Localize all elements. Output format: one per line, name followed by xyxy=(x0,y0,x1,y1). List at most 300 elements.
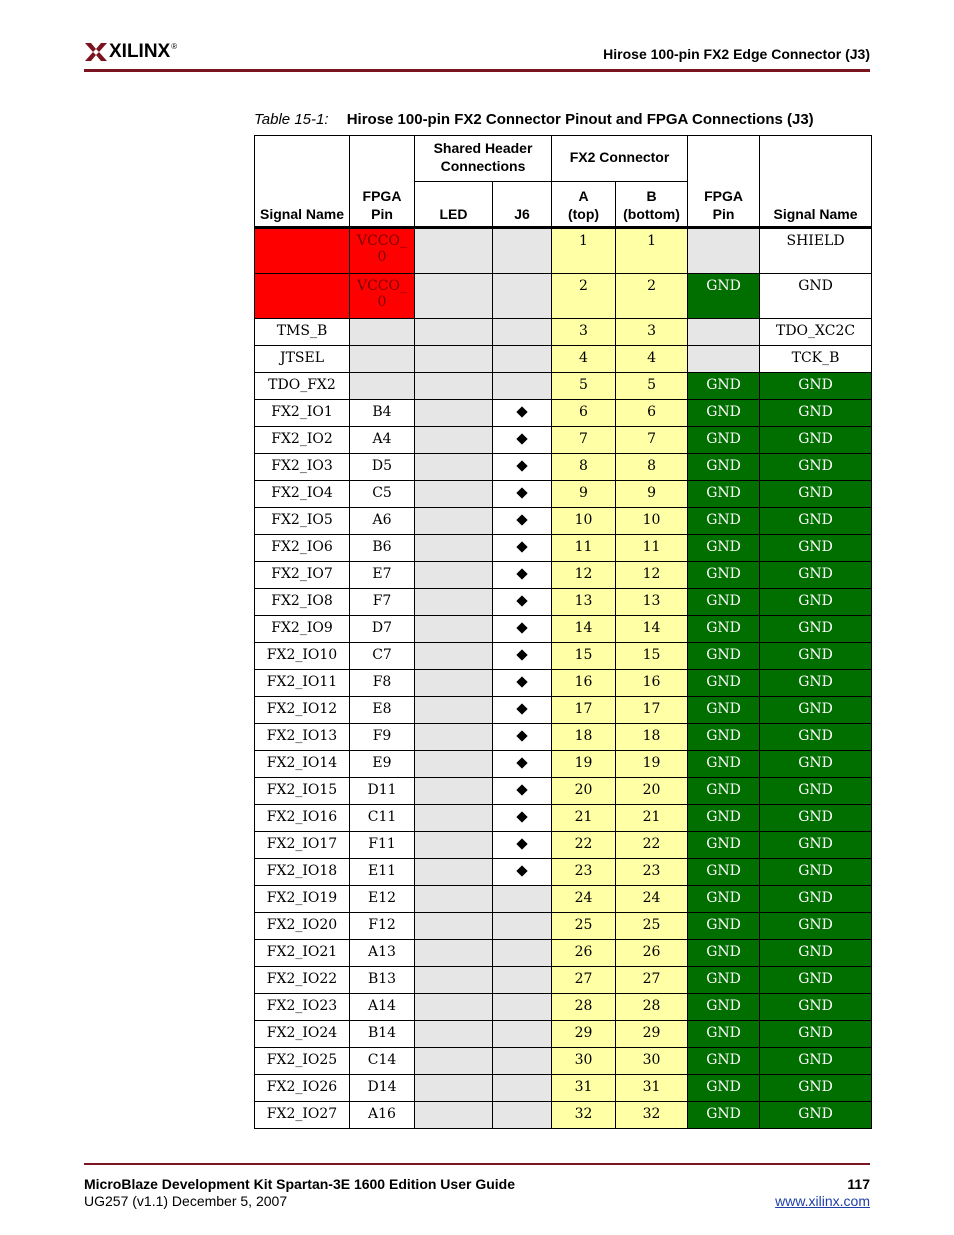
fpga-pin-cell xyxy=(350,346,415,373)
led-cell xyxy=(415,481,493,508)
fx2-a-cell: 29 xyxy=(552,1021,616,1048)
diamond-icon xyxy=(516,757,527,768)
diamond-icon xyxy=(516,541,527,552)
signal-name-right-cell: GND xyxy=(760,373,872,400)
fpga-pin-right-cell: GND xyxy=(688,940,760,967)
fpga-pin-cell: D14 xyxy=(350,1075,415,1102)
signal-name-cell: FX2_IO24 xyxy=(255,1021,350,1048)
signal-name-cell: FX2_IO20 xyxy=(255,913,350,940)
j6-cell xyxy=(493,697,552,724)
signal-name-cell: FX2_IO23 xyxy=(255,994,350,1021)
fpga-pin-cell: VCCO_ 0 xyxy=(350,274,415,319)
led-cell xyxy=(415,751,493,778)
diamond-icon xyxy=(516,622,527,633)
fx2-b-cell: 10 xyxy=(616,508,688,535)
fx2-b-cell: 12 xyxy=(616,562,688,589)
signal-name-right-cell: GND xyxy=(760,913,872,940)
led-cell xyxy=(415,1102,493,1129)
table-row xyxy=(255,535,872,562)
fpga-pin-right-cell: GND xyxy=(688,643,760,670)
fx2-b-cell: 5 xyxy=(616,373,688,400)
fx2-a-cell: 27 xyxy=(552,967,616,994)
fx2-a-cell: 15 xyxy=(552,643,616,670)
j6-cell xyxy=(493,562,552,589)
fx2-a-cell: 14 xyxy=(552,616,616,643)
xilinx-website-link[interactable]: www.xilinx.com xyxy=(775,1193,870,1209)
fx2-a-cell: 24 xyxy=(552,886,616,913)
fpga-pin-cell: E8 xyxy=(350,697,415,724)
fx2-a-cell: 3 xyxy=(552,319,616,346)
table-row xyxy=(255,508,872,535)
table-row xyxy=(255,805,872,832)
footer-doc-id: UG257 (v1.1) December 5, 2007 xyxy=(84,1193,288,1209)
fx2-a-cell: 23 xyxy=(552,859,616,886)
signal-name-cell: FX2_IO27 xyxy=(255,1102,350,1129)
signal-name-right-cell: GND xyxy=(760,805,872,832)
fx2-a-cell: 6 xyxy=(552,400,616,427)
diamond-icon xyxy=(516,730,527,741)
diamond-icon xyxy=(516,649,527,660)
footer-right xyxy=(775,1176,870,1210)
j6-cell xyxy=(493,535,552,562)
fpga-pin-cell: D7 xyxy=(350,616,415,643)
j6-cell xyxy=(493,346,552,373)
fx2-b-cell: 19 xyxy=(616,751,688,778)
led-cell xyxy=(415,228,493,274)
fx2-b-cell: 3 xyxy=(616,319,688,346)
fpga-pin-right-cell: GND xyxy=(688,994,760,1021)
fx2-a-cell: 12 xyxy=(552,562,616,589)
fpga-pin-right-cell: GND xyxy=(688,400,760,427)
fpga-pin-cell: C14 xyxy=(350,1048,415,1075)
led-cell xyxy=(415,805,493,832)
led-cell xyxy=(415,697,493,724)
j6-cell xyxy=(493,751,552,778)
led-cell xyxy=(415,643,493,670)
signal-name-right-cell: GND xyxy=(760,1075,872,1102)
col-header-a-top: A (top) xyxy=(552,182,616,228)
fpga-pin-cell: B14 xyxy=(350,1021,415,1048)
j6-cell xyxy=(493,859,552,886)
fpga-pin-right-cell: GND xyxy=(688,481,760,508)
fpga-pin-cell: B13 xyxy=(350,967,415,994)
signal-name-cell: FX2_IO14 xyxy=(255,751,350,778)
signal-name-right-cell: GND xyxy=(760,1048,872,1075)
table-row xyxy=(255,1075,872,1102)
table-row xyxy=(255,400,872,427)
fpga-pin-cell: B6 xyxy=(350,535,415,562)
fpga-pin-right-cell: GND xyxy=(688,427,760,454)
table-caption-text: Hirose 100-pin FX2 Connector Pinout and FPGA Connections (J3) xyxy=(346,111,814,128)
signal-name-right-cell: GND xyxy=(760,274,872,319)
fpga-pin-right-cell: GND xyxy=(688,886,760,913)
diamond-icon xyxy=(516,865,527,876)
diamond-icon xyxy=(516,784,527,795)
fpga-pin-cell: VCCO_ 0 xyxy=(350,228,415,274)
fpga-pin-cell: C7 xyxy=(350,643,415,670)
table-row xyxy=(255,643,872,670)
fpga-pin-cell: A16 xyxy=(350,1102,415,1129)
fpga-pin-cell: E7 xyxy=(350,562,415,589)
fx2-a-cell: 26 xyxy=(552,940,616,967)
signal-name-cell: FX2_IO6 xyxy=(255,535,350,562)
led-cell xyxy=(415,454,493,481)
table-row xyxy=(255,859,872,886)
signal-name-right-cell: SHIELD xyxy=(760,228,872,274)
fx2-a-cell: 11 xyxy=(552,535,616,562)
led-cell xyxy=(415,373,493,400)
fx2-b-cell: 11 xyxy=(616,535,688,562)
j6-cell xyxy=(493,1021,552,1048)
signal-name-cell: FX2_IO7 xyxy=(255,562,350,589)
diamond-icon xyxy=(516,514,527,525)
led-cell xyxy=(415,1021,493,1048)
fpga-pin-right-cell: GND xyxy=(688,508,760,535)
fpga-pin-right-cell: GND xyxy=(688,913,760,940)
section-title: Hirose 100-pin FX2 Edge Connector (J3) xyxy=(603,46,870,62)
fx2-b-cell: 23 xyxy=(616,859,688,886)
registered-mark: ® xyxy=(171,41,178,51)
led-cell xyxy=(415,562,493,589)
j6-cell xyxy=(493,886,552,913)
fx2-a-cell: 20 xyxy=(552,778,616,805)
fpga-pin-cell: A6 xyxy=(350,508,415,535)
xilinx-logo xyxy=(84,40,177,64)
signal-name-cell: TDO_FX2 xyxy=(255,373,350,400)
table-row xyxy=(255,724,872,751)
fx2-a-cell: 9 xyxy=(552,481,616,508)
fx2-b-cell: 32 xyxy=(616,1102,688,1129)
diamond-icon xyxy=(516,595,527,606)
fx2-b-cell: 6 xyxy=(616,400,688,427)
fx2-b-cell: 26 xyxy=(616,940,688,967)
fpga-pin-right-cell: GND xyxy=(688,373,760,400)
fx2-b-cell: 8 xyxy=(616,454,688,481)
j6-cell xyxy=(493,805,552,832)
fx2-a-cell: 13 xyxy=(552,589,616,616)
fpga-pin-right-cell: GND xyxy=(688,535,760,562)
j6-cell xyxy=(493,913,552,940)
signal-name-cell: FX2_IO8 xyxy=(255,589,350,616)
signal-name-right-cell: TDO_XC2C xyxy=(760,319,872,346)
xilinx-logo-icon xyxy=(84,40,108,64)
signal-name-cell: FX2_IO10 xyxy=(255,643,350,670)
table-row xyxy=(255,373,872,400)
table-row xyxy=(255,589,872,616)
fpga-pin-right-cell: GND xyxy=(688,562,760,589)
signal-name-right-cell: GND xyxy=(760,994,872,1021)
table-row xyxy=(255,427,872,454)
led-cell xyxy=(415,940,493,967)
fx2-b-cell: 1 xyxy=(616,228,688,274)
led-cell xyxy=(415,400,493,427)
fpga-pin-right-cell: GND xyxy=(688,778,760,805)
signal-name-right-cell: GND xyxy=(760,508,872,535)
signal-name-cell: FX2_IO4 xyxy=(255,481,350,508)
fpga-pin-right-cell: GND xyxy=(688,670,760,697)
fpga-pin-cell: A13 xyxy=(350,940,415,967)
fpga-pin-right-cell: GND xyxy=(688,589,760,616)
col-header-fx2-connector: FX2 Connector xyxy=(552,136,688,182)
led-cell xyxy=(415,913,493,940)
signal-name-right-cell: GND xyxy=(760,616,872,643)
led-cell xyxy=(415,589,493,616)
signal-name-right-cell: GND xyxy=(760,481,872,508)
fpga-pin-cell: F8 xyxy=(350,670,415,697)
led-cell xyxy=(415,346,493,373)
j6-cell xyxy=(493,508,552,535)
signal-name-cell: FX2_IO19 xyxy=(255,886,350,913)
fpga-pin-cell: D5 xyxy=(350,454,415,481)
signal-name-cell: FX2_IO22 xyxy=(255,967,350,994)
table-row xyxy=(255,346,872,373)
led-cell xyxy=(415,274,493,319)
fpga-pin-right-cell xyxy=(688,319,760,346)
signal-name-right-cell: GND xyxy=(760,535,872,562)
fx2-a-cell: 16 xyxy=(552,670,616,697)
j6-cell xyxy=(493,724,552,751)
signal-name-right-cell: GND xyxy=(760,562,872,589)
signal-name-cell: FX2_IO3 xyxy=(255,454,350,481)
fpga-pin-right-cell: GND xyxy=(688,859,760,886)
pinout-table xyxy=(254,135,872,1129)
fpga-pin-right-cell: GND xyxy=(688,751,760,778)
fpga-pin-right-cell: GND xyxy=(688,1021,760,1048)
j6-cell xyxy=(493,228,552,274)
fpga-pin-right-cell: GND xyxy=(688,616,760,643)
fx2-b-cell: 16 xyxy=(616,670,688,697)
col-header-shared-header: Shared Header Connections xyxy=(415,136,552,182)
signal-name-right-cell: GND xyxy=(760,967,872,994)
fpga-pin-cell: A4 xyxy=(350,427,415,454)
fpga-pin-cell: B4 xyxy=(350,400,415,427)
table-row xyxy=(255,481,872,508)
diamond-icon xyxy=(516,838,527,849)
fpga-pin-right-cell: GND xyxy=(688,1102,760,1129)
fx2-b-cell: 22 xyxy=(616,832,688,859)
signal-name-cell: FX2_IO17 xyxy=(255,832,350,859)
j6-cell xyxy=(493,427,552,454)
table-row xyxy=(255,886,872,913)
fx2-a-cell: 5 xyxy=(552,373,616,400)
j6-cell xyxy=(493,400,552,427)
fx2-b-cell: 18 xyxy=(616,724,688,751)
led-cell xyxy=(415,508,493,535)
led-cell xyxy=(415,778,493,805)
logo-text: XILINX xyxy=(109,41,171,62)
led-cell xyxy=(415,886,493,913)
fpga-pin-right-cell xyxy=(688,346,760,373)
signal-name-cell: FX2_IO5 xyxy=(255,508,350,535)
j6-cell xyxy=(493,832,552,859)
fx2-b-cell: 21 xyxy=(616,805,688,832)
led-cell xyxy=(415,670,493,697)
fx2-b-cell: 4 xyxy=(616,346,688,373)
fx2-b-cell: 24 xyxy=(616,886,688,913)
signal-name-cell: FX2_IO2 xyxy=(255,427,350,454)
fx2-a-cell: 7 xyxy=(552,427,616,454)
table-row xyxy=(255,697,872,724)
signal-name-right-cell: GND xyxy=(760,724,872,751)
fpga-pin-right-cell: GND xyxy=(688,1075,760,1102)
fpga-pin-right-cell: GND xyxy=(688,274,760,319)
signal-name-cell: FX2_IO13 xyxy=(255,724,350,751)
fx2-a-cell: 30 xyxy=(552,1048,616,1075)
j6-cell xyxy=(493,481,552,508)
table-row xyxy=(255,940,872,967)
table-row xyxy=(255,454,872,481)
signal-name-cell xyxy=(255,228,350,274)
table-row xyxy=(255,616,872,643)
j6-cell xyxy=(493,967,552,994)
signal-name-cell: FX2_IO15 xyxy=(255,778,350,805)
fx2-b-cell: 17 xyxy=(616,697,688,724)
fpga-pin-right-cell: GND xyxy=(688,697,760,724)
col-header-j6: J6 xyxy=(493,182,552,228)
led-cell xyxy=(415,724,493,751)
fx2-a-cell: 28 xyxy=(552,994,616,1021)
header-rule xyxy=(84,69,870,72)
fx2-b-cell: 25 xyxy=(616,913,688,940)
signal-name-right-cell: GND xyxy=(760,886,872,913)
signal-name-right-cell: GND xyxy=(760,589,872,616)
led-cell xyxy=(415,1075,493,1102)
signal-name-right-cell: GND xyxy=(760,940,872,967)
led-cell xyxy=(415,427,493,454)
fpga-pin-right-cell: GND xyxy=(688,1048,760,1075)
fx2-a-cell: 25 xyxy=(552,913,616,940)
table-row xyxy=(255,994,872,1021)
led-cell xyxy=(415,967,493,994)
fx2-b-cell: 13 xyxy=(616,589,688,616)
signal-name-right-cell: GND xyxy=(760,643,872,670)
led-cell xyxy=(415,859,493,886)
j6-cell xyxy=(493,994,552,1021)
fpga-pin-right-cell: GND xyxy=(688,967,760,994)
fx2-b-cell: 14 xyxy=(616,616,688,643)
fpga-pin-cell xyxy=(350,373,415,400)
j6-cell xyxy=(493,940,552,967)
fpga-pin-right-cell: GND xyxy=(688,454,760,481)
j6-cell xyxy=(493,589,552,616)
signal-name-cell: JTSEL xyxy=(255,346,350,373)
fx2-a-cell: 2 xyxy=(552,274,616,319)
j6-cell xyxy=(493,319,552,346)
led-cell xyxy=(415,994,493,1021)
fpga-pin-cell: D11 xyxy=(350,778,415,805)
table-row xyxy=(255,1102,872,1129)
col-header-fpga-pin-right: FPGA Pin xyxy=(688,136,760,228)
table-row xyxy=(255,1021,872,1048)
signal-name-cell: FX2_IO21 xyxy=(255,940,350,967)
j6-cell xyxy=(493,1102,552,1129)
led-cell xyxy=(415,319,493,346)
signal-name-cell: FX2_IO11 xyxy=(255,670,350,697)
diamond-icon xyxy=(516,487,527,498)
fpga-pin-cell xyxy=(350,319,415,346)
fpga-pin-cell: E12 xyxy=(350,886,415,913)
signal-name-right-cell: GND xyxy=(760,454,872,481)
table-row xyxy=(255,670,872,697)
fpga-pin-cell: A14 xyxy=(350,994,415,1021)
diamond-icon xyxy=(516,568,527,579)
fpga-pin-cell: E11 xyxy=(350,859,415,886)
j6-cell xyxy=(493,274,552,319)
fx2-a-cell: 21 xyxy=(552,805,616,832)
page-header xyxy=(84,40,870,72)
fpga-pin-cell: F11 xyxy=(350,832,415,859)
table-row xyxy=(255,778,872,805)
j6-cell xyxy=(493,1048,552,1075)
fx2-a-cell: 18 xyxy=(552,724,616,751)
fpga-pin-cell: E9 xyxy=(350,751,415,778)
fx2-b-cell: 20 xyxy=(616,778,688,805)
fpga-pin-cell: F7 xyxy=(350,589,415,616)
fx2-b-cell: 7 xyxy=(616,427,688,454)
page-number: 117 xyxy=(847,1176,870,1192)
fx2-b-cell: 30 xyxy=(616,1048,688,1075)
table-caption-label: Table 15-1: xyxy=(254,111,329,128)
signal-name-right-cell: GND xyxy=(760,1102,872,1129)
j6-cell xyxy=(493,373,552,400)
fx2-a-cell: 8 xyxy=(552,454,616,481)
fx2-b-cell: 29 xyxy=(616,1021,688,1048)
table-row xyxy=(255,832,872,859)
fpga-pin-cell: C5 xyxy=(350,481,415,508)
table-caption xyxy=(254,111,814,128)
fpga-pin-right-cell xyxy=(688,228,760,274)
fpga-pin-cell: F12 xyxy=(350,913,415,940)
signal-name-cell: FX2_IO16 xyxy=(255,805,350,832)
fx2-a-cell: 32 xyxy=(552,1102,616,1129)
diamond-icon xyxy=(516,460,527,471)
fx2-a-cell: 19 xyxy=(552,751,616,778)
fx2-b-cell: 15 xyxy=(616,643,688,670)
fx2-a-cell: 22 xyxy=(552,832,616,859)
signal-name-cell: FX2_IO12 xyxy=(255,697,350,724)
table-row xyxy=(255,228,872,274)
fx2-b-cell: 28 xyxy=(616,994,688,1021)
signal-name-cell: TMS_B xyxy=(255,319,350,346)
diamond-icon xyxy=(516,406,527,417)
signal-name-right-cell: GND xyxy=(760,778,872,805)
col-header-signal-name-left: Signal Name xyxy=(255,136,350,228)
fx2-b-cell: 2 xyxy=(616,274,688,319)
footer-doc-title: MicroBlaze Development Kit Spartan-3E 1600 Edition User Guide xyxy=(84,1176,515,1192)
signal-name-cell: FX2_IO18 xyxy=(255,859,350,886)
signal-name-right-cell: GND xyxy=(760,670,872,697)
footer-left xyxy=(84,1176,515,1210)
signal-name-cell: FX2_IO26 xyxy=(255,1075,350,1102)
col-header-b-bottom: B (bottom) xyxy=(616,182,688,228)
j6-cell xyxy=(493,1075,552,1102)
signal-name-right-cell: GND xyxy=(760,751,872,778)
col-header-fpga-pin-left: FPGA Pin xyxy=(350,136,415,228)
diamond-icon xyxy=(516,811,527,822)
table-row xyxy=(255,1048,872,1075)
table-row xyxy=(255,751,872,778)
signal-name-cell: FX2_IO1 xyxy=(255,400,350,427)
diamond-icon xyxy=(516,703,527,714)
signal-name-right-cell: TCK_B xyxy=(760,346,872,373)
signal-name-right-cell: GND xyxy=(760,859,872,886)
fx2-a-cell: 31 xyxy=(552,1075,616,1102)
col-header-led: LED xyxy=(415,182,493,228)
led-cell xyxy=(415,1048,493,1075)
signal-name-right-cell: GND xyxy=(760,400,872,427)
led-cell xyxy=(415,616,493,643)
j6-cell xyxy=(493,778,552,805)
